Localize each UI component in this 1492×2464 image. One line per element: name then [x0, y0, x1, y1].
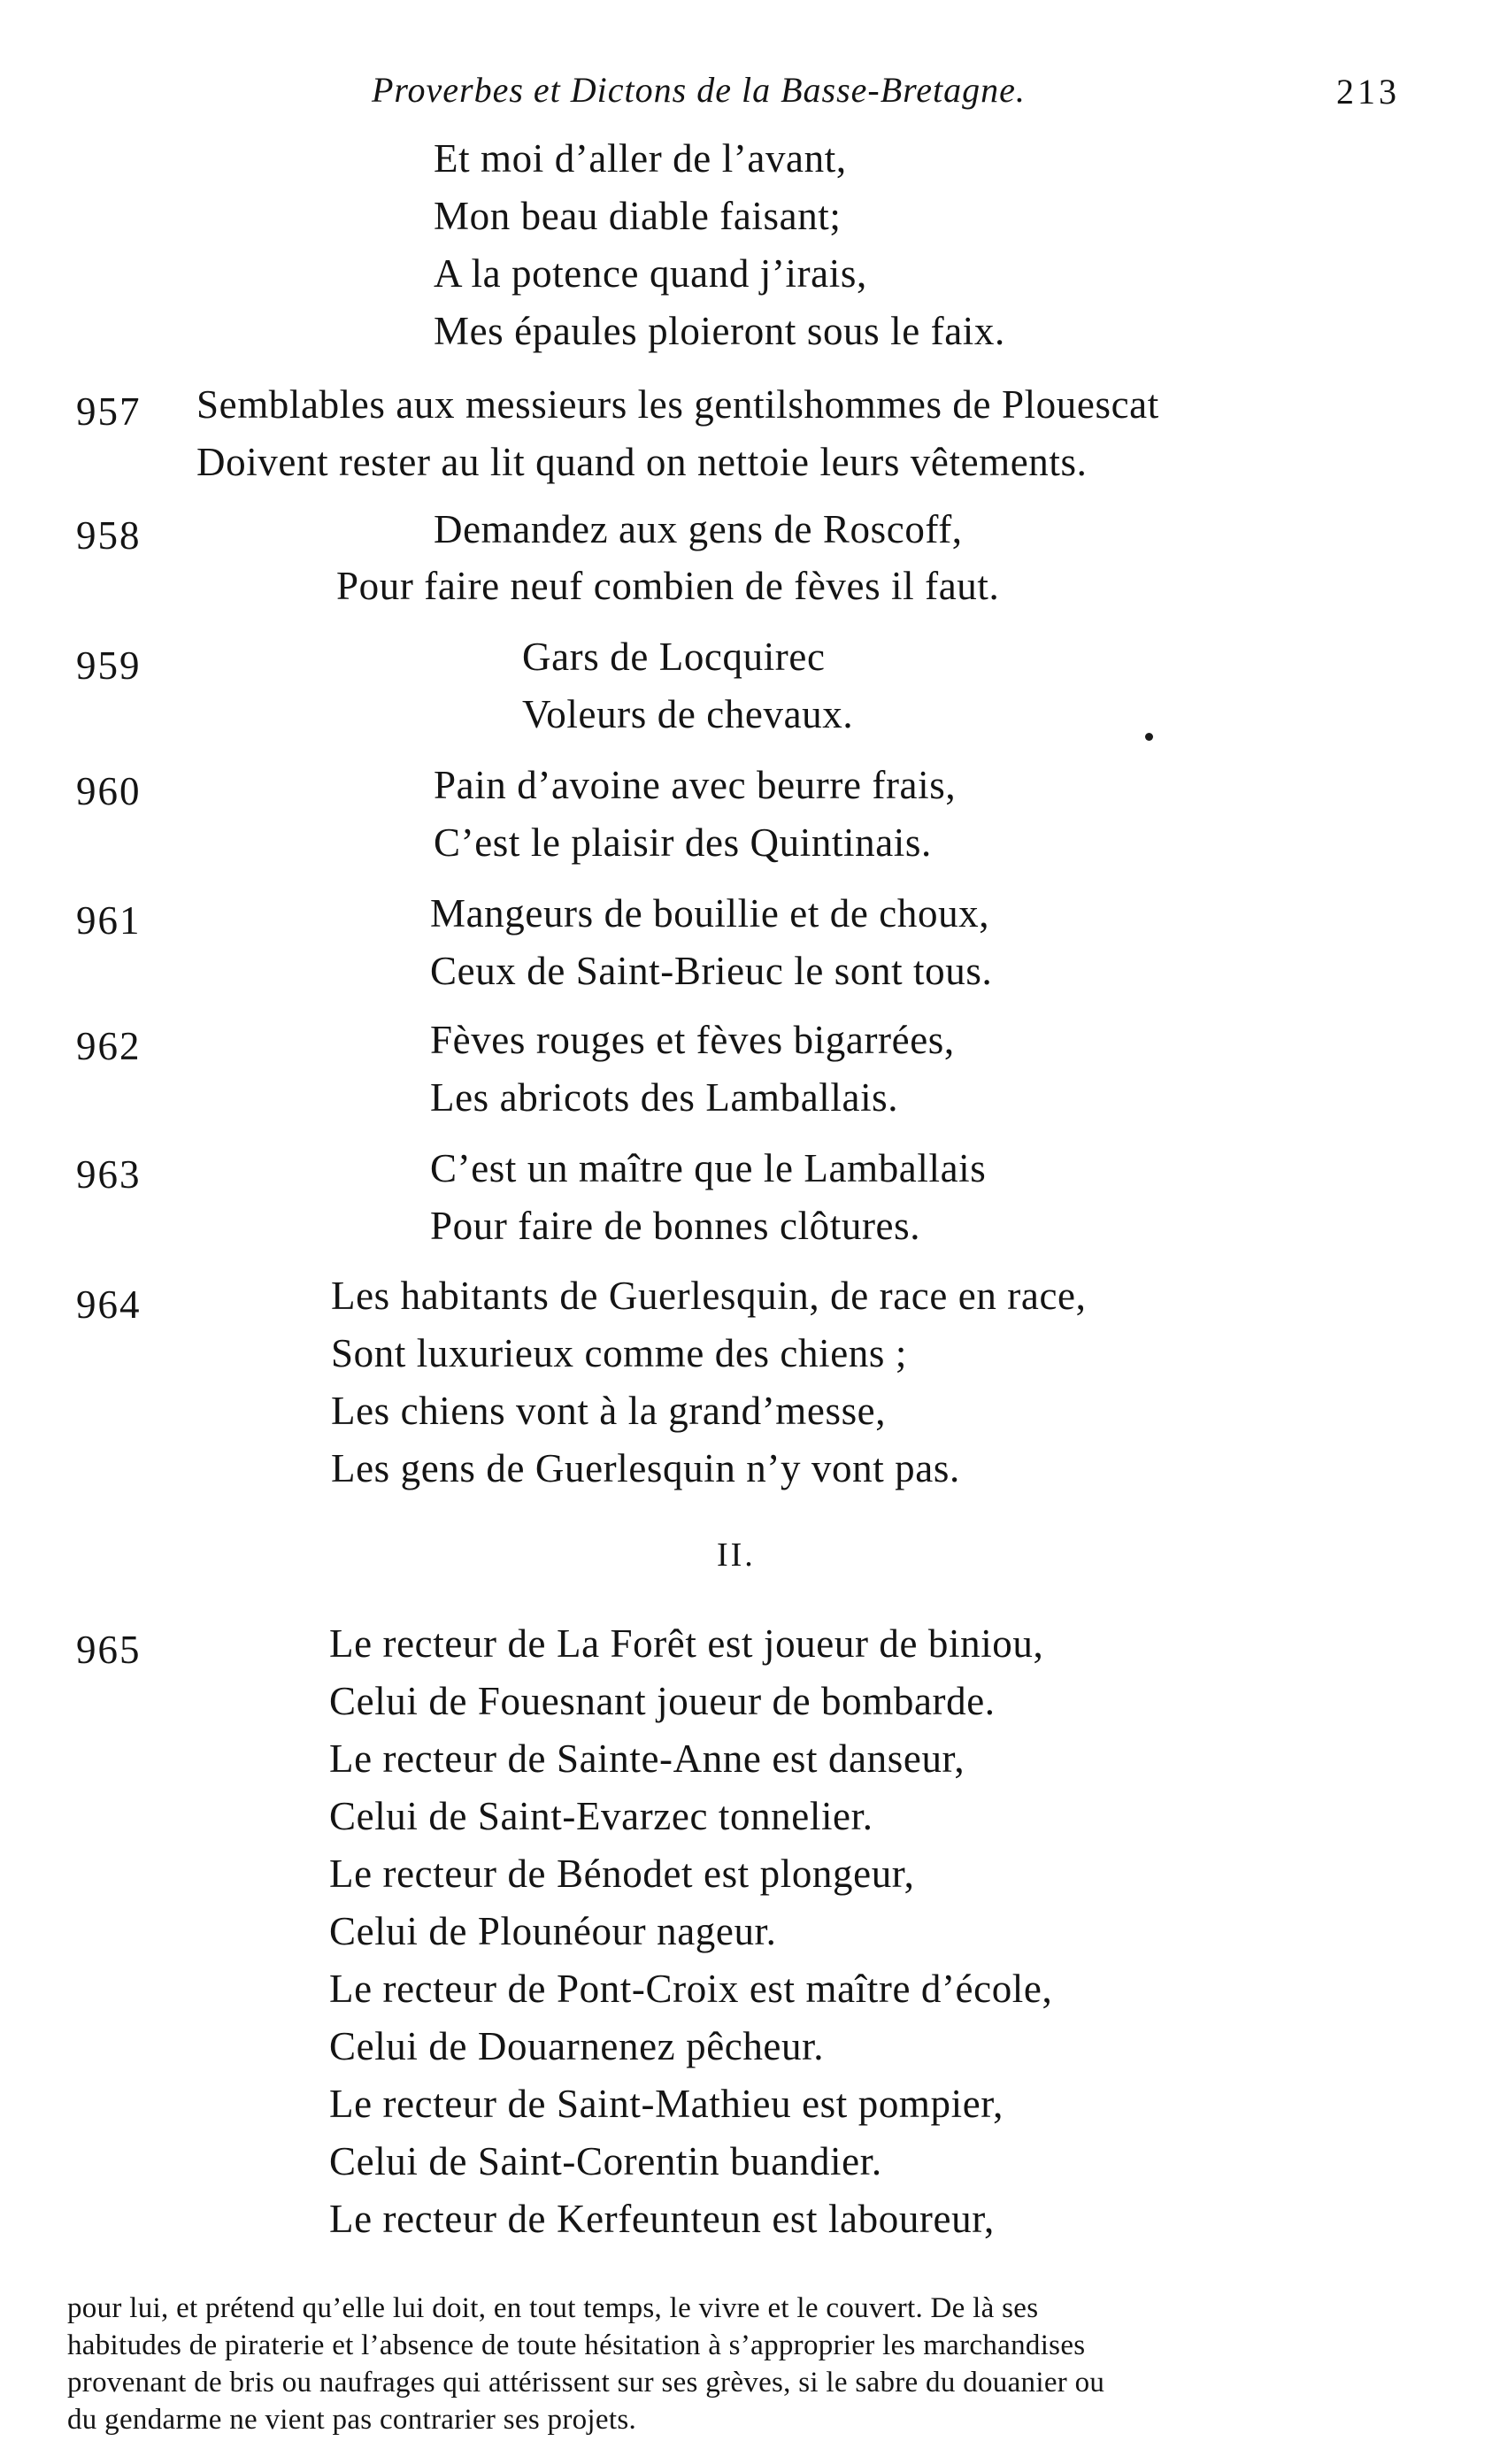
- verse-line: Pour faire de bonnes clôtures.: [430, 1204, 921, 1248]
- verse-line: Pour faire neuf combien de fèves il faut.: [336, 564, 1000, 608]
- proverb-number: 961: [76, 898, 142, 943]
- verse-line: Sont luxurieux comme des chiens ;: [331, 1331, 907, 1375]
- proverb-number: 962: [76, 1024, 142, 1068]
- verse-line: Doivent rester au lit quand on nettoie leurs vêtements.: [196, 440, 1088, 484]
- verse-line: Les habitants de Guerlesquin, de race en race,: [331, 1274, 1087, 1318]
- verse-line: Mangeurs de bouillie et de choux,: [430, 891, 990, 936]
- proverb-number: 963: [76, 1152, 142, 1197]
- verse-line: Celui de Plounéour nageur.: [329, 1909, 777, 1953]
- verse-line: Mon beau diable faisant;: [434, 194, 842, 238]
- proverb-number: 960: [76, 769, 142, 813]
- footnote-line: pour lui, et prétend qu’elle lui doit, en tout temps, le vivre et le couvert. De là ses: [67, 2292, 1039, 2324]
- proverb-number: 959: [76, 643, 142, 688]
- verse-line: Celui de Saint-Evarzec tonnelier.: [329, 1794, 873, 1838]
- proverb-number: 964: [76, 1282, 142, 1327]
- verse-line: Le recteur de La Forêt est joueur de biniou,: [329, 1621, 1044, 1666]
- stray-mark: [1145, 733, 1153, 741]
- running-title: Proverbes et Dictons de la Basse-Bretagne.: [372, 70, 1026, 110]
- verse-line: Celui de Saint-Corentin buandier.: [329, 2139, 882, 2183]
- verse-line: Celui de Fouesnant joueur de bombarde.: [329, 1679, 996, 1723]
- verse-line: Semblables aux messieurs les gentilshommes de Plouescat: [196, 382, 1159, 427]
- footnote-line: du gendarme ne vient pas contrarier ses projets.: [67, 2404, 637, 2436]
- verse-line: C’est le plaisir des Quintinais.: [434, 820, 932, 865]
- proverb-number: 957: [76, 389, 142, 434]
- verse-line: Le recteur de Sainte-Anne est danseur,: [329, 1736, 965, 1781]
- verse-line: Voleurs de chevaux.: [522, 692, 854, 736]
- page-number: 213: [1336, 72, 1400, 112]
- verse-line: Les gens de Guerlesquin n’y vont pas.: [331, 1446, 960, 1490]
- footnote-line: habitudes de piraterie et l’absence de toute hésitation à s’approprier les marchandises: [67, 2329, 1086, 2361]
- verse-line: Les chiens vont à la grand’messe,: [331, 1389, 887, 1433]
- section-heading: II.: [717, 1536, 756, 1574]
- verse-line: Fèves rouges et fèves bigarrées,: [430, 1018, 955, 1062]
- proverb-number: 965: [76, 1628, 142, 1672]
- footnote-line: provenant de bris ou naufrages qui attérissent sur ses grèves, si le sabre du douanier ou: [67, 2367, 1105, 2399]
- verse-line: Ceux de Saint-Brieuc le sont tous.: [430, 949, 993, 993]
- verse-line: Le recteur de Kerfeunteun est laboureur,: [329, 2197, 995, 2241]
- verse-line: Le recteur de Pont-Croix est maître d’école,: [329, 1967, 1053, 2011]
- verse-line: Gars de Locquirec: [522, 635, 826, 679]
- verse-line: C’est un maître que le Lamballais: [430, 1146, 987, 1190]
- verse-line: A la potence quand j’irais,: [434, 251, 867, 296]
- proverb-number: 958: [76, 513, 142, 558]
- verse-line: Pain d’avoine avec beurre frais,: [434, 763, 957, 807]
- verse-line: Celui de Douarnenez pêcheur.: [329, 2024, 825, 2068]
- verse-line: Le recteur de Bénodet est plongeur,: [329, 1852, 915, 1896]
- verse-line: Les abricots des Lamballais.: [430, 1075, 899, 1120]
- verse-line: Le recteur de Saint-Mathieu est pompier,: [329, 2082, 1004, 2126]
- verse-line: Et moi d’aller de l’avant,: [434, 136, 847, 181]
- verse-line: Mes épaules ploieront sous le faix.: [434, 309, 1005, 353]
- verse-line: Demandez aux gens de Roscoff,: [434, 507, 963, 551]
